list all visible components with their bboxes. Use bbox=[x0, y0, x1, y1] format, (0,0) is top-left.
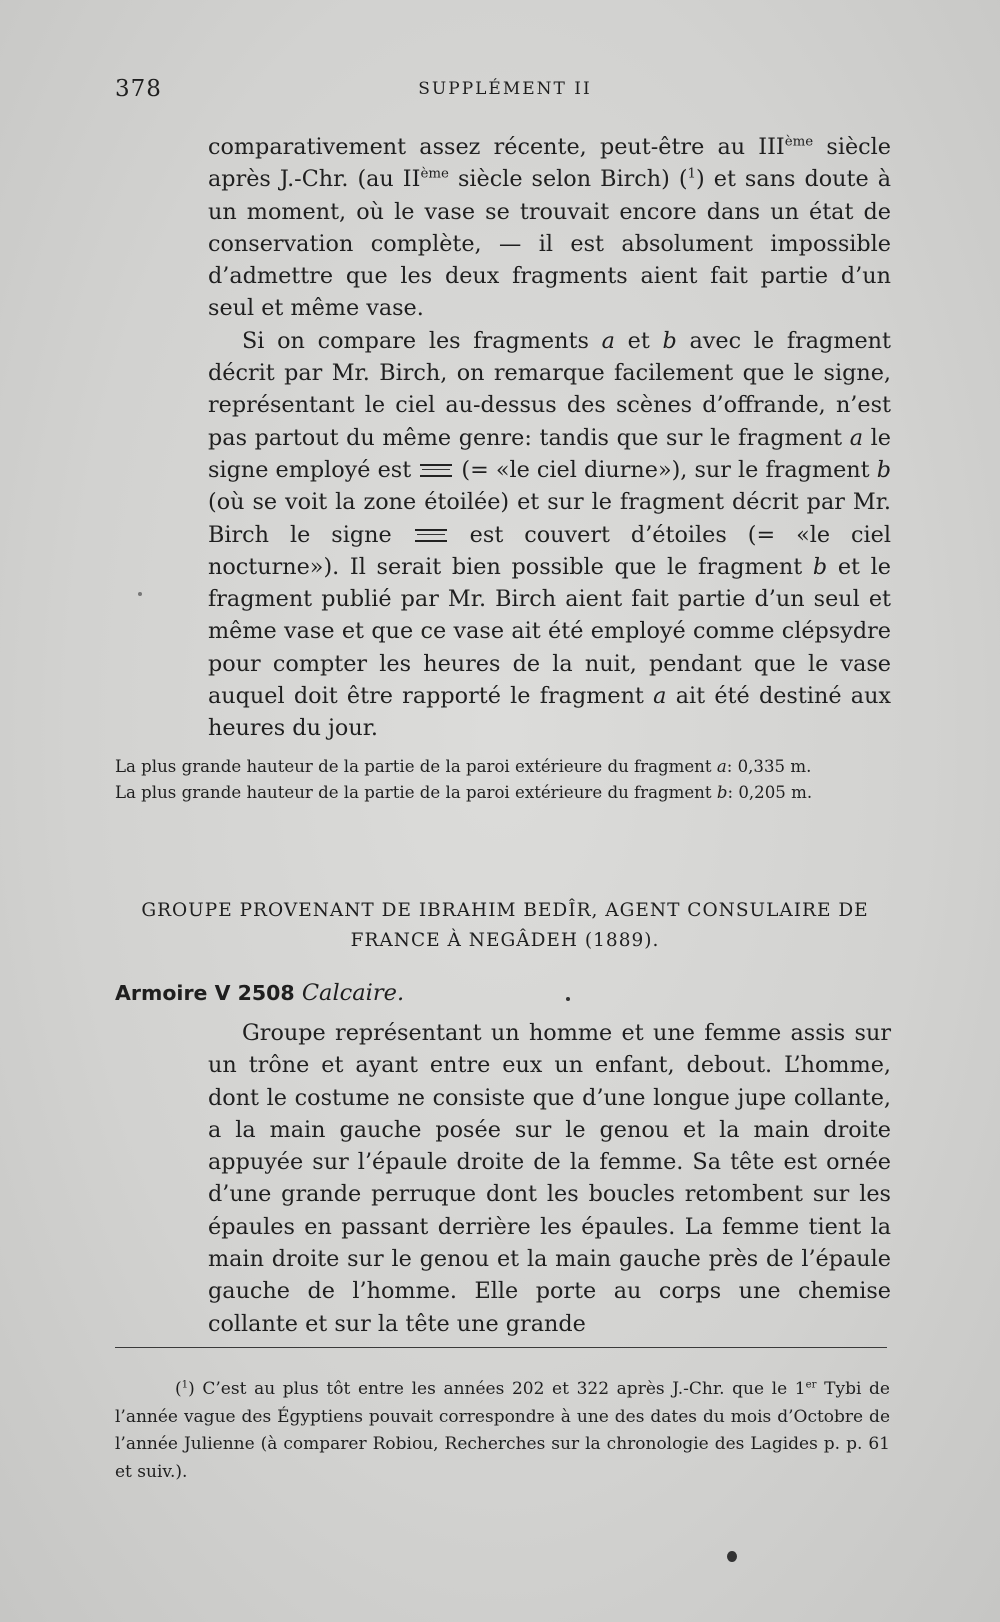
running-title: SUPPLÉMENT II bbox=[418, 79, 592, 99]
continued-text bbox=[208, 131, 891, 745]
entry-location: Armoire V bbox=[115, 981, 231, 1005]
catalogue-entry-heading bbox=[115, 980, 404, 1006]
ink-speck bbox=[727, 1551, 737, 1562]
paragraph-comparison: Si on compare les fragments a et b avec le fragment décrit par Mr. Birch, on remarque facilement que le signe, représentant le ciel au-dessus des scènes d’offrande, n’est pas partout du même genre: tandis que sur le fragment a le signe employé est (= «le ciel diurne»), sur le fragment b (où se voit la zone étoilée) et sur le fragment décrit par Mr. Birch le signe est couvert d’étoiles (= «le ciel nocturne»). Il serait bien possible que le fragment b et le fragment publié par Mr. Birch aient fait partie d’un seul et même vase et que ce vase ait été employé comme clépsydre pour compter les heures de la nuit, pendant que le vase auquel doit être rapporté le fragment a ait été destiné aux heures du jour. bbox=[208, 327, 891, 742]
ink-speck bbox=[138, 592, 142, 596]
paragraph-conclusion: comparativement assez récente, peut-être au IIIème siècle après J.-Chr. (au IIème siècle selon Birch) ($^1$) et sans doute à un moment, où le vase se trouvait encore dans un état de conservation complète, — il est absolument impossible d’admettre que les deux fragments aient fait partie d’un seul et même vase. bbox=[208, 134, 892, 322]
sky-hieroglyph-icon bbox=[420, 464, 452, 477]
measurement-fragment-b: La plus grande hauteur de la partie de la paroi extérieure du fragment b: 0,205 m. bbox=[115, 783, 813, 802]
footnote-reference: 1 bbox=[687, 166, 697, 182]
footnote: ($^1$) C’est au plus tôt entre les années 202 et 322 après J.-Chr. que le 1er Tybi de l’année vague des Égyptiens pouvait correspondre à une des dates du mois d’Octobre de l’année Julienne (à comparer Robiou, Recherches sur la chronologie des Lagides p. p. 61 et suiv.). bbox=[115, 1379, 890, 1482]
entry-material: Calcaire. bbox=[301, 980, 405, 1006]
footnote-marker: 1 bbox=[181, 1379, 189, 1391]
footnote-rule bbox=[115, 1347, 887, 1348]
measurement-fragment-a: La plus grande hauteur de la partie de la paroi extérieure du fragment a: 0,335 m. bbox=[115, 757, 812, 776]
measurements bbox=[115, 754, 895, 806]
section-heading: GROUPE PROVENANT DE IBRAHIM BEDÎR, AGENT CONSULAIRE DE FRANCE À NEGÂDEH (1889). bbox=[141, 900, 869, 951]
page-header bbox=[115, 76, 895, 106]
entry-number: 2508 bbox=[237, 981, 295, 1005]
sky-hieroglyph-icon bbox=[415, 529, 447, 542]
entry-description: Groupe représentant un homme et une femme assis sur un trône et ayant entre eux un enfant, debout. L’homme, dont le costume ne consiste que d’une longue jupe collante, a la main gauche posée sur le genou et la main droite appuyée sur l’épaule droite de la femme. Sa tête est ornée d’une grande perruque dont les boucles retombent sur les épaules en passant derrière les épaules. La femme tient la main droite sur le genou et la main gauche près de l’épaule gauche de l’homme. Elle porte au corps une chemise collante et sur la tête une grande bbox=[208, 1020, 891, 1337]
page-number: 378 bbox=[115, 76, 162, 102]
ink-speck bbox=[566, 997, 570, 1001]
